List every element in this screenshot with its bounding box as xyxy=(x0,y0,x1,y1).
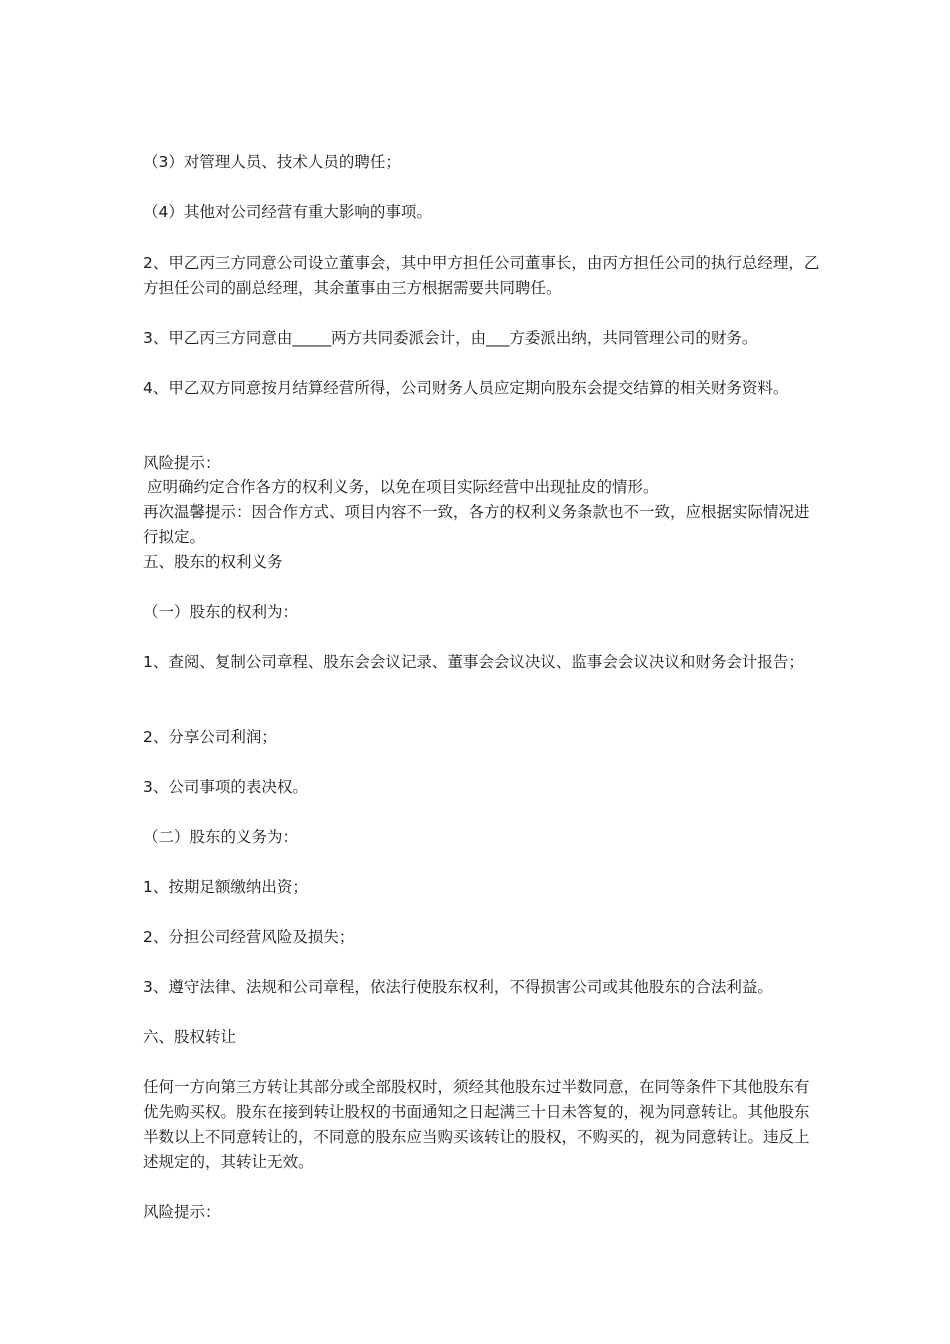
duties-title: （二）股东的义务为： xyxy=(143,828,299,846)
right-2: 2、分享公司利润； xyxy=(143,728,277,746)
duty-3: 3、遵守法律、法规和公司章程，依法行使股东权利，不得损害公司或其他股东的合法利益。 xyxy=(143,978,773,996)
item-3: （3）对管理人员、技术人员的聘任； xyxy=(143,153,401,171)
paragraph-4: 4、甲乙双方同意按月结算经营所得，公司财务人员应定期向股东会提交结算的相关财务资料。 xyxy=(143,379,789,397)
right-1: 1、查阅、复制公司章程、股东会会议记录、董事会会议决议、监事会会议决议和财务会计报告； xyxy=(143,653,804,671)
paragraph-2: 2、甲乙丙三方同意公司设立董事会，其中甲方担任公司董事长，由丙方担任公司的执行总经理，乙方担任公司的副总经理，其余董事由三方根据需要共同聘任。 xyxy=(143,254,820,297)
paragraph-3: 3、甲乙丙三方同意由_____两方共同委派会计，由___方委派出纳，共同管理公司的财务。 xyxy=(143,329,758,347)
risk-label-2: 风险提示： xyxy=(143,1203,221,1221)
item-4: （4）其他对公司经营有重大影响的事项。 xyxy=(143,203,432,221)
risk-label-1: 风险提示： xyxy=(143,454,221,472)
section-5-title: 五、股东的权利义务 xyxy=(143,553,283,571)
reminder-text: 再次温馨提示：因合作方式、项目内容不一致，各方的权利义务条款也不一致，应根据实际情况进行拟定。 xyxy=(143,503,810,546)
duty-2: 2、分担公司经营风险及损失； xyxy=(143,928,355,946)
right-3: 3、公司事项的表决权。 xyxy=(143,778,308,796)
duty-1: 1、按期足额缴纳出资； xyxy=(143,878,308,896)
risk-text-1: 应明确约定合作各方的权利义务，以免在项目实际经营中出现扯皮的情形。 xyxy=(147,478,659,496)
rights-title: （一）股东的权利为： xyxy=(143,603,299,621)
transfer-text: 任何一方向第三方转让其部分或全部股权时，须经其他股东过半数同意，在同等条件下其他股东有优先购买权。股东在接到转让股权的书面通知之日起满三十日未答复的，视为同意转让。其他股东半数以上不同意转让的，不同意的股东应当购买该转让的股权，不购买的，视为同意转让。违反上述规定的，其转让无效。 xyxy=(143,1078,810,1171)
section-6-title: 六、股权转让 xyxy=(143,1028,237,1046)
